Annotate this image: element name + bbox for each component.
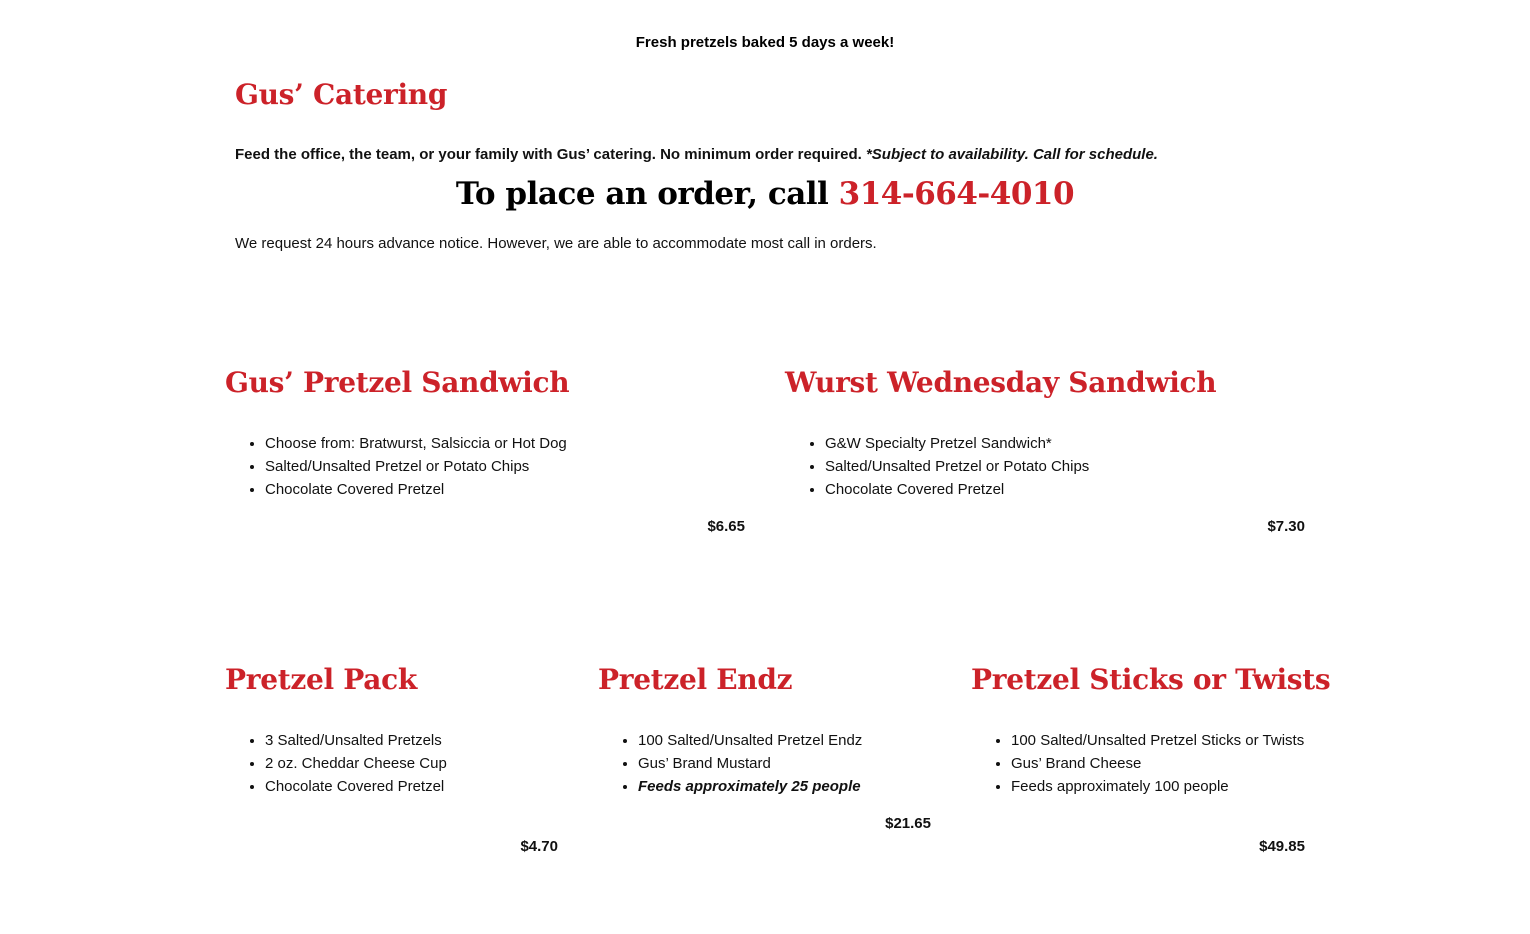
- menu-item-list: [225, 432, 567, 501]
- menu-item-list: [225, 729, 447, 798]
- list-item: • Gus’ Brand Mustard: [638, 752, 862, 775]
- list-item: • Salted/Unsalted Pretzel or Potato Chips: [265, 455, 567, 478]
- menu-card-title: Pretzel Pack: [225, 663, 417, 696]
- menu-card-title: Pretzel Sticks or Twists: [971, 663, 1331, 696]
- menu-item-list: [971, 729, 1305, 798]
- list-item: • Chocolate Covered Pretzel: [265, 775, 447, 798]
- availability-note: *Subject to availability. Call for schedule.: [865, 146, 1158, 163]
- catering-description-text: Feed the office, the team, or your family with Gus’ catering. No minimum order required.: [235, 146, 866, 163]
- menu-item-list: [598, 729, 862, 798]
- tagline: Fresh pretzels baked 5 days a week!: [635, 34, 895, 51]
- price: $49.85: [1259, 838, 1305, 855]
- list-item: • 2 oz. Cheddar Cheese Cup: [265, 752, 447, 775]
- price: $4.70: [520, 838, 558, 855]
- price: $6.65: [707, 518, 745, 535]
- list-item: • 100 Salted/Unsalted Pretzel Sticks or Twists: [1011, 729, 1305, 752]
- catering-description: [235, 146, 1158, 163]
- list-item: • Chocolate Covered Pretzel: [825, 478, 1089, 501]
- menu-card-pretzel-pack: [225, 663, 558, 863]
- list-item: • Feeds approximately 100 people: [1011, 775, 1305, 798]
- menu-card-title: Gus’ Pretzel Sandwich: [225, 366, 570, 399]
- order-call-line: [0, 176, 1530, 212]
- order-prefix: To place an order, call: [455, 176, 839, 212]
- list-item: • Choose from: Bratwurst, Salsiccia or Hot Dog: [265, 432, 567, 455]
- phone-link[interactable]: 314-664-4010: [838, 176, 1075, 212]
- list-item: • Chocolate Covered Pretzel: [265, 478, 567, 501]
- list-item: • G&W Specialty Pretzel Sandwich*: [825, 432, 1089, 455]
- menu-card-pretzel-endz: [598, 663, 931, 843]
- list-item: • 100 Salted/Unsalted Pretzel Endz: [638, 729, 862, 752]
- menu-item-list: [785, 432, 1089, 501]
- price: $7.30: [1267, 518, 1305, 535]
- list-item: • Gus’ Brand Cheese: [1011, 752, 1305, 775]
- page-title: Gus’ Catering: [235, 78, 448, 111]
- menu-card-title: Wurst Wednesday Sandwich: [785, 366, 1217, 399]
- advance-notice: We request 24 hours advance notice. However, we are able to accommodate most call in orders.: [235, 235, 877, 252]
- price: $21.65: [885, 815, 931, 832]
- menu-card-title: Pretzel Endz: [598, 663, 793, 696]
- menu-card-pretzel-sticks: [971, 663, 1331, 863]
- menu-card-pretzel-sandwich: [225, 366, 745, 546]
- list-item: • Feeds approximately 25 people: [638, 775, 862, 798]
- list-item: • 3 Salted/Unsalted Pretzels: [265, 729, 447, 752]
- menu-card-wurst-wednesday: [785, 366, 1305, 546]
- list-item: • Salted/Unsalted Pretzel or Potato Chips: [825, 455, 1089, 478]
